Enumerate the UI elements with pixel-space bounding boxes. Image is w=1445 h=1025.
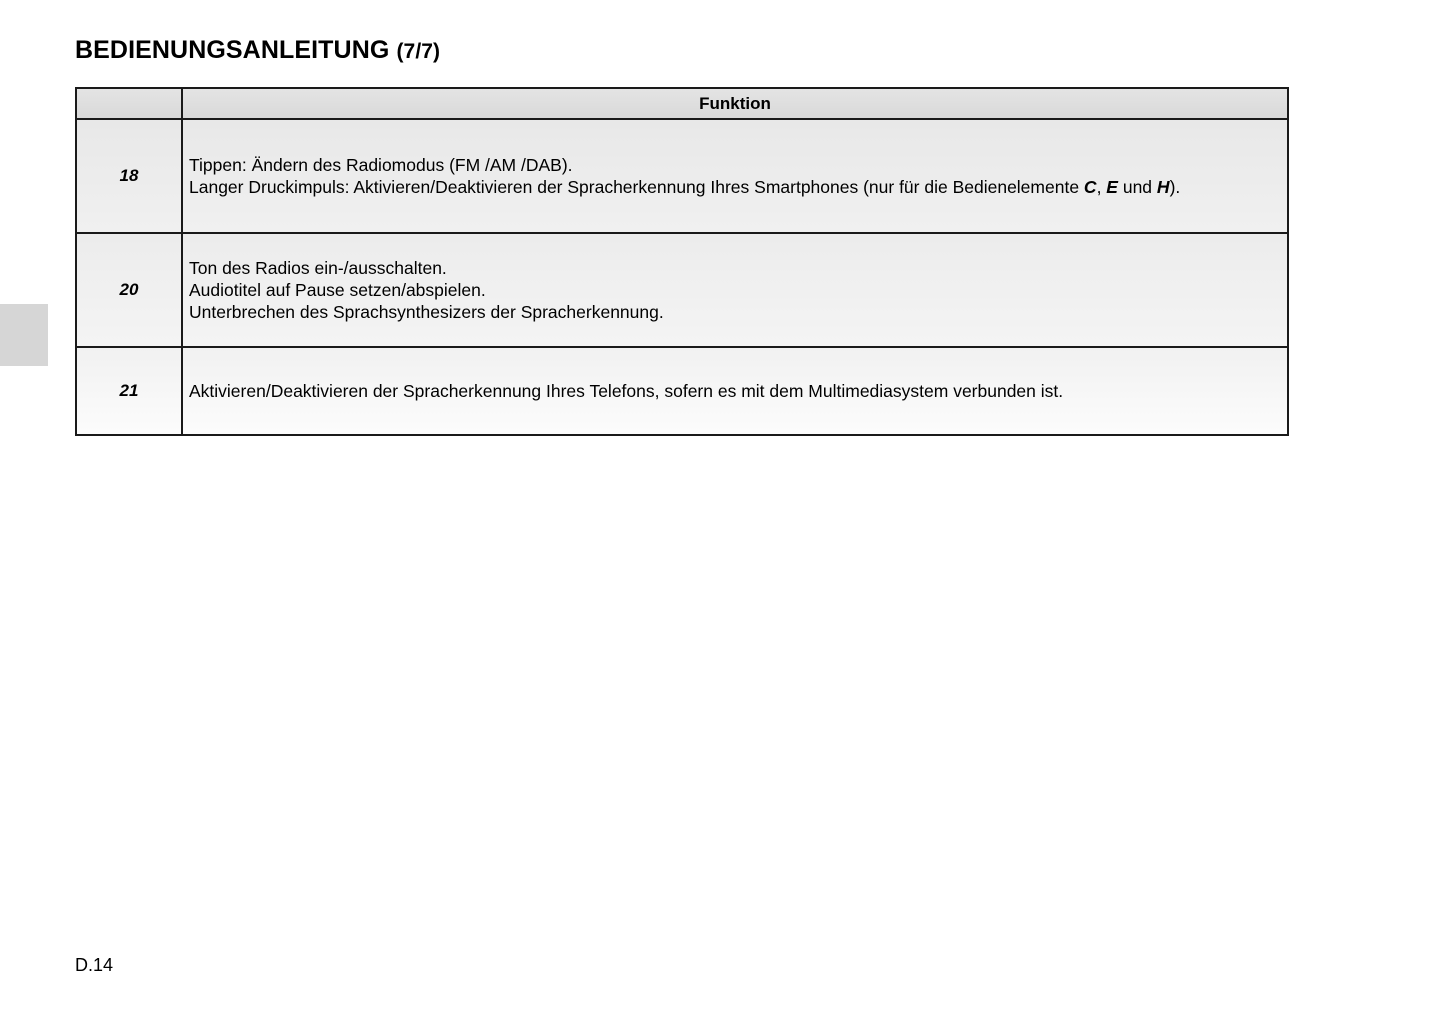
row-number: 21 — [76, 347, 182, 435]
control-reference: E — [1106, 177, 1118, 197]
control-reference: C — [1083, 177, 1097, 197]
function-column-header: Funktion — [182, 88, 1288, 119]
separator: und — [1117, 177, 1157, 197]
description-line: Aktivieren/Deaktivieren der Spracherkennung Ihres Telefons, sofern es mit dem Multimediasystem verbunden ist. — [189, 381, 1064, 401]
row-description — [182, 347, 1288, 435]
chapter-side-tab — [0, 304, 48, 366]
function-table — [75, 87, 1289, 436]
description-text: ). — [1169, 177, 1181, 197]
description-text: Langer Druckimpuls: Aktivieren/Deaktivieren der Spracherkennung Ihres Smartphones (nur für die Bedienelemente — [189, 177, 1084, 197]
number-column-header — [76, 88, 182, 119]
description-line — [189, 176, 1281, 198]
table-row — [76, 233, 1288, 347]
title-text: BEDIENUNGSANLEITUNG — [75, 36, 390, 64]
row-description — [182, 119, 1288, 233]
table-row — [76, 347, 1288, 435]
page-title — [75, 36, 440, 65]
row-number: 20 — [76, 233, 182, 347]
row-number: 18 — [76, 119, 182, 233]
description-line: Unterbrechen des Sprachsynthesizers der Spracherkennung. — [189, 302, 664, 322]
title-page-count: (7/7) — [396, 40, 441, 63]
control-reference: H — [1156, 177, 1170, 197]
row-description — [182, 233, 1288, 347]
table-header-row — [76, 88, 1288, 119]
separator: , — [1096, 177, 1107, 197]
table-row — [76, 119, 1288, 233]
page-number: D.14 — [75, 955, 114, 975]
description-line: Ton des Radios ein-/ausschalten. — [189, 258, 447, 278]
description-line: Tippen: Ändern des Radiomodus (FM /AM /DAB). — [189, 155, 573, 175]
description-line: Audiotitel auf Pause setzen/abspielen. — [189, 280, 486, 300]
